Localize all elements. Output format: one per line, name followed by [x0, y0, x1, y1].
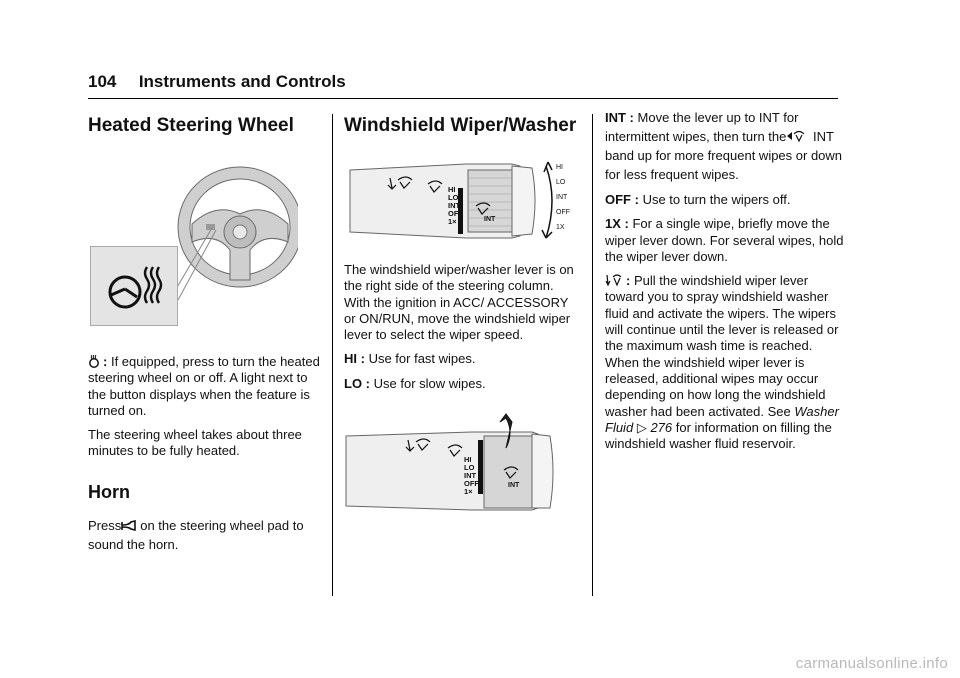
horn-paragraph [88, 516, 323, 554]
wiper-lever-figure-top [344, 154, 584, 246]
lever-label-1x: 1× [448, 217, 457, 226]
heat-time-text: The steering wheel takes about three minutes to be fully heated. [88, 427, 302, 459]
lever-label-int: INT [464, 471, 477, 481]
page-header [88, 72, 838, 92]
column-windshield-wiper [344, 108, 582, 514]
washer-text-1: Pull the windshield wiper lever toward you to spray windshield washer fluid and activate the wipers. The wipers will continue until the lever is released or the maximum wash time is reached. When the windshield wiper lever is released, additional wipes may occur depending on how long the windshield washer had been activated. See [605, 273, 839, 419]
position-off: OFF [556, 209, 570, 216]
lo-label: LO : [344, 375, 370, 391]
position-lo: LO [556, 179, 566, 186]
int-paragraph [605, 108, 845, 184]
lever-label-hi: HI [448, 185, 456, 194]
band-label-top: INT [484, 216, 496, 223]
lo-paragraph [344, 376, 582, 392]
column-wiper-modes [605, 108, 845, 452]
position-int: INT [556, 194, 568, 201]
wiper-intro-text: The windshield wiper/washer lever is on the right side of the steering column. With the ignition in ACC/ ACCESSORY or ON/RUN, move the windshield wiper lever to select the wiper speed. [344, 262, 574, 343]
steering-wheel-figure [88, 154, 298, 334]
page-ref-arrow-icon: ▷ [636, 419, 647, 435]
horn-icon [121, 520, 137, 532]
wiper-lever-figure-bottom [344, 412, 584, 514]
horn-text-after: on the steering wheel pad to sound the horn. [88, 517, 304, 552]
lever-label-int: INT [448, 201, 461, 210]
page-number: 104 [88, 72, 117, 91]
heated-wheel-text: If equipped, press to turn the heated steering wheel on or off. A light next to the button displays when the feature is turned on. [88, 354, 320, 418]
heated-wheel-label: : [103, 354, 108, 369]
int-text-1: Move the lever up to INT for intermittent wipes, then turn the [605, 110, 799, 144]
heated-wheel-paragraph [88, 354, 323, 419]
washer-fluid-link[interactable]: Washer Fluid [605, 403, 839, 435]
1x-paragraph [605, 216, 845, 265]
band-label-bottom: INT [508, 482, 520, 490]
lo-text: Use for slow wipes. [373, 375, 486, 391]
lever-label-1x: 1× [464, 487, 473, 497]
1x-text: For a single wipe, briefly move the wiper lever down. For several wipes, hold the wiper lever down. [605, 216, 844, 264]
heated-wheel-small-icon [88, 354, 100, 368]
washer-text-2: for information on filling the windshield washer fluid reservoir. [605, 419, 832, 452]
hi-paragraph [344, 351, 582, 367]
horn-text-before: Press [88, 517, 122, 533]
heated-steering-wheel-heading: Heated Steering Wheel [88, 115, 294, 136]
header-rule [88, 98, 838, 99]
position-hi: HI [556, 164, 563, 171]
horn-heading: Horn [88, 481, 130, 502]
column-heated-steering-wheel [88, 108, 323, 554]
heated-wheel-button-callout [90, 246, 178, 326]
lever-labels-top [448, 186, 463, 226]
washer-fluid-page[interactable]: 276 [650, 419, 673, 435]
washer-icon [605, 273, 623, 287]
int-text-2: INT band up for more frequent wipes or down for less frequent wipes. [605, 129, 843, 182]
off-paragraph [605, 192, 845, 208]
watermark: carmanualsonline.info [795, 655, 948, 672]
washer-label: : [626, 273, 631, 289]
off-label: OFF : [605, 192, 639, 207]
section-title: Instruments and Controls [138, 72, 346, 91]
wiper-washer-heading: Windshield Wiper/Washer [344, 115, 577, 136]
washer-paragraph [605, 273, 845, 452]
position-1x: 1X [556, 224, 565, 231]
int-label: INT : [605, 110, 634, 125]
lever-label-lo: LO [464, 463, 475, 473]
wiper-lever-illustration [344, 154, 584, 246]
hi-label: HI : [344, 351, 365, 367]
lever-label-off: OFF [448, 209, 463, 218]
lever-label-hi: HI [464, 455, 472, 465]
hi-text: Use for fast wipes. [368, 351, 476, 367]
lever-label-lo: LO [448, 193, 459, 202]
column-divider [332, 114, 333, 596]
position-scale [556, 160, 570, 235]
lever-labels-bottom [464, 456, 479, 496]
lever-label-off: OFF [464, 479, 479, 489]
int-band-wiper-icon [786, 129, 806, 143]
off-text: Use to turn the wipers off. [642, 192, 791, 207]
column-divider [592, 114, 593, 596]
1x-label: 1X : [605, 216, 629, 232]
heated-wheel-icon [91, 247, 177, 325]
